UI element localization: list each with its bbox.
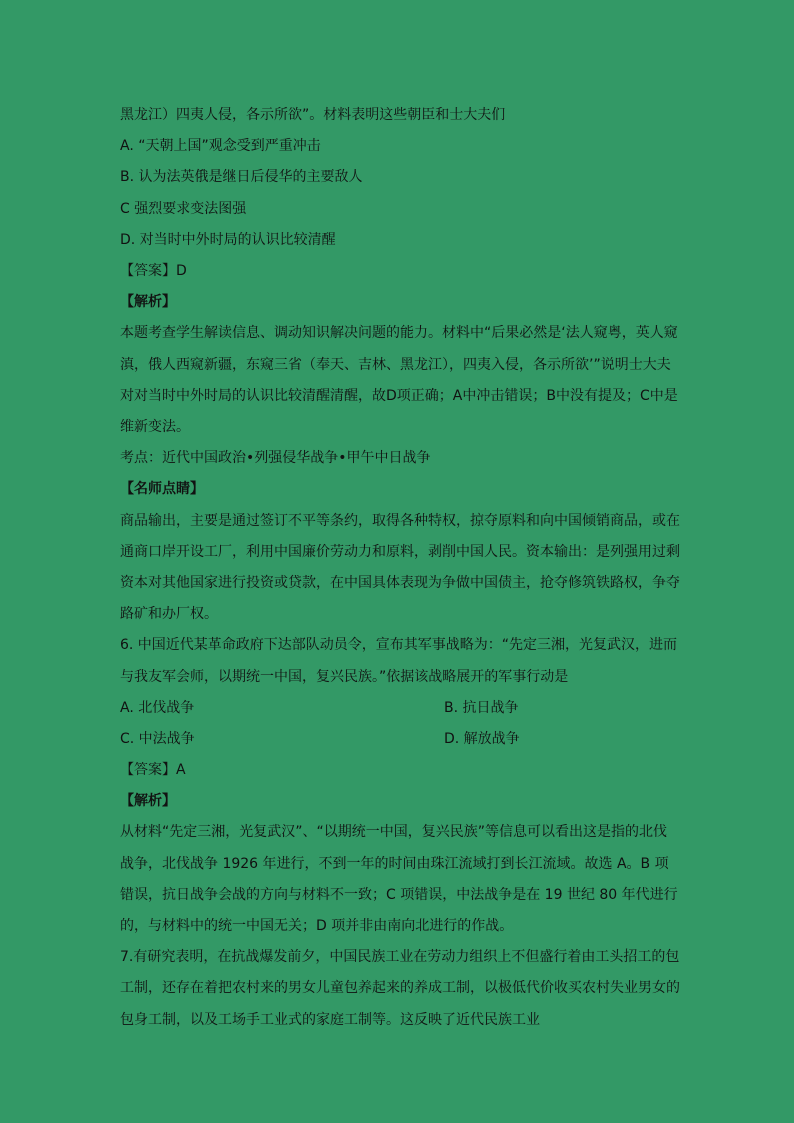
q5-tips: 商品输出，主要是通过签订不平等条约，取得各种特权，掠夺原料和向中国倾销商品，或在通商口岸开设工厂，利用中国廉价劳动力和原料，剥削中国人民。资本输出：是列强用过剩资本对其他国家进行投资或贷款，在中国具体表现为争做中国债主，抢夺修筑铁路权，争夺路矿和办厂权。 — [120, 512, 680, 623]
q6-analysis-heading: 【解析】 — [120, 793, 176, 810]
q6-answer: 【答案】A — [120, 762, 186, 779]
q6-options-row-1 — [120, 693, 680, 724]
q7-stem: 7.有研究表明，在抗战爆发前夕，中国民族工业在劳动力组织上不但盛行着由工头招工的包工制，还存在着把农村来的男女儿童包养起来的养成工制，以极低代价收买农村失业男女的包身工制，以及工场手工业式的家庭工制等。这反映了近代民族工业 — [120, 949, 680, 1028]
q6-stem: 6. 中国近代某革命政府下达部队动员令，宣布其军事战略为：“先定三湘，光复武汉，进而与我友军会师，以期统一中国，复兴民族。”依据该战略展开的军事行动是 — [120, 637, 678, 685]
document-body — [120, 100, 680, 1036]
q6-option-c: C. 中法战争 — [120, 730, 195, 747]
q5-analysis-heading: 【解析】 — [120, 294, 176, 311]
q5-option-a: A. “天朝上国”观念受到严重冲击 — [120, 138, 321, 155]
q5-tips-heading: 【名师点睛】 — [120, 481, 204, 498]
q5-answer: 【答案】D — [120, 262, 187, 279]
q5-option-c: C 强烈要求变法图强 — [120, 200, 247, 217]
q5-stem-tail: 黑龙江）四夷人侵，各示所欲”。材料表明这些朝臣和士大夫们 — [120, 107, 506, 123]
q6-option-d: D. 解放战争 — [444, 730, 520, 747]
q5-kaodian: 考点：近代中国政治•列强侵华战争•甲午中日战争 — [120, 450, 431, 467]
q5-option-b: B. 认为法英俄是继日后侵华的主要敌人 — [120, 169, 363, 186]
q6-options-row-2 — [120, 724, 680, 755]
q6-option-b: B. 抗日战争 — [444, 699, 519, 716]
q6-analysis: 从材料“先定三湘，光复武汉”、“以期统一中国，复兴民族”等信息可以看出这是指的北伐战争，北伐战争 1926 年进行，不到一年的时间由珠江流域打到长江流域。故选 A。B 项错误，抗日战争会战的方向与材料不一致；C 项错误，中法战争是在 19 世纪 80 年代进行的，与材料中的统一中国无关；D 项并非由南向北进行的作战。 — [120, 824, 678, 935]
q5-option-d: D. 对当时中外时局的认识比较清醒 — [120, 231, 336, 248]
q5-analysis: 本题考查学生解读信息、调动知识解决问题的能力。材料中“后果必然是‘法人窥粤，英人窥滇，俄人西窥新疆，东窥三省（奉天、吉林、黑龙江），四夷入侵，各示所欲’”说明士大夫对对当时中外时局的认识比较清醒清醒，故D项正确；A中冲击错误；B中没有提及；C中是维新变法。 — [120, 325, 678, 435]
q6-option-a: A. 北伐战争 — [120, 699, 195, 716]
